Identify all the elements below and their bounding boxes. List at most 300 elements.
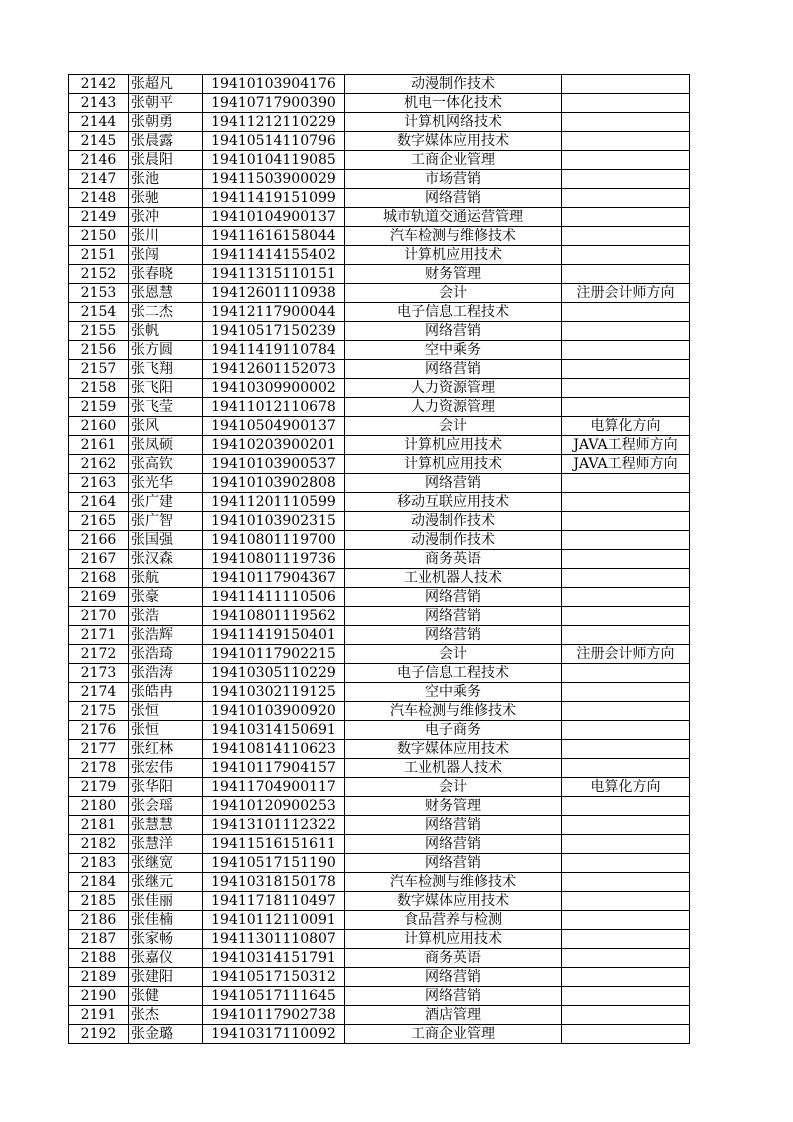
remark-cell (562, 873, 690, 892)
major-cell: 商务英语 (345, 949, 562, 968)
major-cell: 网络营销 (345, 835, 562, 854)
student-name-cell: 张春晓 (129, 265, 203, 284)
remark-cell (562, 797, 690, 816)
student-id-cell: 19410117902738 (203, 1006, 345, 1025)
major-cell: 网络营销 (345, 189, 562, 208)
student-id-cell: 19410117904367 (203, 569, 345, 588)
row-number-cell: 2158 (69, 379, 129, 398)
row-number-cell: 2190 (69, 987, 129, 1006)
row-number-cell: 2183 (69, 854, 129, 873)
student-name-cell: 张航 (129, 569, 203, 588)
table-row (69, 854, 690, 873)
row-number-cell: 2151 (69, 246, 129, 265)
student-id-cell: 19410103904176 (203, 75, 345, 94)
student-id-cell: 19410517111645 (203, 987, 345, 1006)
table-row (69, 170, 690, 189)
remark-cell (562, 113, 690, 132)
remark-cell (562, 626, 690, 645)
student-name-cell: 张凤硕 (129, 436, 203, 455)
table-row (69, 816, 690, 835)
table-row (69, 246, 690, 265)
remark-cell (562, 816, 690, 835)
remark-cell (562, 1006, 690, 1025)
student-id-cell: 19410517150239 (203, 322, 345, 341)
table-row (69, 436, 690, 455)
student-id-cell: 19410112110091 (203, 911, 345, 930)
row-number-cell: 2162 (69, 455, 129, 474)
student-name-cell: 张金璐 (129, 1025, 203, 1044)
table-row (69, 303, 690, 322)
row-number-cell: 2159 (69, 398, 129, 417)
table-row (69, 1025, 690, 1044)
row-number-cell: 2189 (69, 968, 129, 987)
student-id-cell: 19410302119125 (203, 683, 345, 702)
remark-cell (562, 493, 690, 512)
row-number-cell: 2154 (69, 303, 129, 322)
row-number-cell: 2182 (69, 835, 129, 854)
student-id-cell: 19410104900137 (203, 208, 345, 227)
student-name-cell: 张佳丽 (129, 892, 203, 911)
row-number-cell: 2155 (69, 322, 129, 341)
table-row (69, 493, 690, 512)
student-name-cell: 张高钦 (129, 455, 203, 474)
student-name-cell: 张慧洋 (129, 835, 203, 854)
major-cell: 工商企业管理 (345, 1025, 562, 1044)
student-id-cell: 19410517151190 (203, 854, 345, 873)
table-body (69, 75, 690, 1044)
major-cell: 计算机应用技术 (345, 455, 562, 474)
table-row (69, 341, 690, 360)
major-cell: 数字媒体应用技术 (345, 740, 562, 759)
student-name-cell: 张恩慧 (129, 284, 203, 303)
table-row (69, 968, 690, 987)
student-id-cell: 19412601110938 (203, 284, 345, 303)
major-cell: 动漫制作技术 (345, 75, 562, 94)
remark-cell: JAVA工程师方向 (562, 436, 690, 455)
row-number-cell: 2184 (69, 873, 129, 892)
student-id-cell: 19410801119736 (203, 550, 345, 569)
table-row (69, 322, 690, 341)
student-name-cell: 张杰 (129, 1006, 203, 1025)
student-id-cell: 19410318150178 (203, 873, 345, 892)
student-id-cell: 19411503900029 (203, 170, 345, 189)
student-id-cell: 19411315110151 (203, 265, 345, 284)
row-number-cell: 2170 (69, 607, 129, 626)
remark-cell (562, 208, 690, 227)
major-cell: 财务管理 (345, 265, 562, 284)
major-cell: 网络营销 (345, 816, 562, 835)
student-id-cell: 19412601152073 (203, 360, 345, 379)
major-cell: 商务英语 (345, 550, 562, 569)
table-row (69, 797, 690, 816)
row-number-cell: 2147 (69, 170, 129, 189)
remark-cell (562, 664, 690, 683)
major-cell: 网络营销 (345, 626, 562, 645)
remark-cell (562, 398, 690, 417)
major-cell: 空中乘务 (345, 683, 562, 702)
student-id-cell: 19411704900117 (203, 778, 345, 797)
table-row (69, 398, 690, 417)
student-id-cell: 19410203900201 (203, 436, 345, 455)
table-row (69, 1006, 690, 1025)
row-number-cell: 2152 (69, 265, 129, 284)
student-id-cell: 19411616158044 (203, 227, 345, 246)
student-id-cell: 19410117902215 (203, 645, 345, 664)
student-name-cell: 张帆 (129, 322, 203, 341)
major-cell: 网络营销 (345, 854, 562, 873)
remark-cell (562, 246, 690, 265)
remark-cell (562, 835, 690, 854)
table-row (69, 512, 690, 531)
remark-cell (562, 721, 690, 740)
remark-cell (562, 75, 690, 94)
table-row (69, 455, 690, 474)
student-name-cell: 张建阳 (129, 968, 203, 987)
major-cell: 电子信息工程技术 (345, 303, 562, 322)
remark-cell: 电算化方向 (562, 417, 690, 436)
table-row (69, 683, 690, 702)
student-name-cell: 张光华 (129, 474, 203, 493)
table-row (69, 569, 690, 588)
major-cell: 人力资源管理 (345, 398, 562, 417)
table-row (69, 873, 690, 892)
remark-cell (562, 189, 690, 208)
remark-cell (562, 588, 690, 607)
major-cell: 计算机应用技术 (345, 246, 562, 265)
major-cell: 会计 (345, 778, 562, 797)
student-name-cell: 张国强 (129, 531, 203, 550)
student-name-cell: 张飞翔 (129, 360, 203, 379)
table-row (69, 740, 690, 759)
table-row (69, 151, 690, 170)
remark-cell (562, 569, 690, 588)
major-cell: 动漫制作技术 (345, 512, 562, 531)
student-name-cell: 张闯 (129, 246, 203, 265)
row-number-cell: 2185 (69, 892, 129, 911)
major-cell: 机电一体化技术 (345, 94, 562, 113)
major-cell: 会计 (345, 284, 562, 303)
student-name-cell: 张朝平 (129, 94, 203, 113)
row-number-cell: 2179 (69, 778, 129, 797)
remark-cell (562, 360, 690, 379)
row-number-cell: 2153 (69, 284, 129, 303)
student-name-cell: 张会瑶 (129, 797, 203, 816)
student-id-cell: 19411414155402 (203, 246, 345, 265)
row-number-cell: 2161 (69, 436, 129, 455)
row-number-cell: 2166 (69, 531, 129, 550)
student-id-cell: 19411419150401 (203, 626, 345, 645)
row-number-cell: 2163 (69, 474, 129, 493)
table-row (69, 930, 690, 949)
major-cell: 汽车检测与维修技术 (345, 873, 562, 892)
major-cell: 网络营销 (345, 360, 562, 379)
major-cell: 动漫制作技术 (345, 531, 562, 550)
student-id-cell: 19410317110092 (203, 1025, 345, 1044)
remark-cell (562, 892, 690, 911)
table-row (69, 645, 690, 664)
remark-cell (562, 607, 690, 626)
major-cell: 工商企业管理 (345, 151, 562, 170)
student-id-cell: 19411212110229 (203, 113, 345, 132)
row-number-cell: 2143 (69, 94, 129, 113)
major-cell: 电子商务 (345, 721, 562, 740)
row-number-cell: 2181 (69, 816, 129, 835)
remark-cell (562, 303, 690, 322)
student-name-cell: 张飞莹 (129, 398, 203, 417)
student-name-cell: 张浩涛 (129, 664, 203, 683)
remark-cell (562, 550, 690, 569)
student-id-cell: 19411516151611 (203, 835, 345, 854)
table-row (69, 626, 690, 645)
major-cell: 网络营销 (345, 987, 562, 1006)
student-id-cell: 19410314151791 (203, 949, 345, 968)
student-name-cell: 张继宽 (129, 854, 203, 873)
student-list-table (68, 74, 690, 1044)
student-id-cell: 19413101112322 (203, 816, 345, 835)
table-row (69, 987, 690, 1006)
student-id-cell: 19410120900253 (203, 797, 345, 816)
remark-cell (562, 151, 690, 170)
student-id-cell: 19410103902315 (203, 512, 345, 531)
student-name-cell: 张驰 (129, 189, 203, 208)
row-number-cell: 2149 (69, 208, 129, 227)
student-id-cell: 19410103900920 (203, 702, 345, 721)
student-name-cell: 张健 (129, 987, 203, 1006)
row-number-cell: 2165 (69, 512, 129, 531)
student-name-cell: 张广智 (129, 512, 203, 531)
student-name-cell: 张汉森 (129, 550, 203, 569)
row-number-cell: 2168 (69, 569, 129, 588)
student-name-cell: 张红林 (129, 740, 203, 759)
row-number-cell: 2187 (69, 930, 129, 949)
remark-cell (562, 322, 690, 341)
student-id-cell: 19412117900044 (203, 303, 345, 322)
student-name-cell: 张广建 (129, 493, 203, 512)
major-cell: 会计 (345, 417, 562, 436)
table-row (69, 265, 690, 284)
student-name-cell: 张川 (129, 227, 203, 246)
student-id-cell: 19410309900002 (203, 379, 345, 398)
student-id-cell: 19410814110623 (203, 740, 345, 759)
major-cell: 电子信息工程技术 (345, 664, 562, 683)
remark-cell (562, 512, 690, 531)
student-name-cell: 张浩 (129, 607, 203, 626)
student-name-cell: 张飞阳 (129, 379, 203, 398)
student-id-cell: 19410103900537 (203, 455, 345, 474)
student-name-cell: 张宏伟 (129, 759, 203, 778)
remark-cell (562, 702, 690, 721)
major-cell: 计算机应用技术 (345, 930, 562, 949)
student-name-cell: 张晨阳 (129, 151, 203, 170)
remark-cell (562, 227, 690, 246)
table-row (69, 550, 690, 569)
row-number-cell: 2142 (69, 75, 129, 94)
major-cell: 数字媒体应用技术 (345, 132, 562, 151)
student-name-cell: 张二杰 (129, 303, 203, 322)
row-number-cell: 2148 (69, 189, 129, 208)
table-row (69, 189, 690, 208)
student-id-cell: 19411718110497 (203, 892, 345, 911)
major-cell: 工业机器人技术 (345, 569, 562, 588)
student-name-cell: 张佳楠 (129, 911, 203, 930)
remark-cell: 注册会计师方向 (562, 645, 690, 664)
table-row (69, 721, 690, 740)
row-number-cell: 2144 (69, 113, 129, 132)
major-cell: 食品营养与检测 (345, 911, 562, 930)
remark-cell (562, 474, 690, 493)
student-id-cell: 19410504900137 (203, 417, 345, 436)
remark-cell (562, 683, 690, 702)
student-name-cell: 张嘉仪 (129, 949, 203, 968)
table-row (69, 835, 690, 854)
remark-cell (562, 949, 690, 968)
row-number-cell: 2172 (69, 645, 129, 664)
remark-cell (562, 379, 690, 398)
major-cell: 会计 (345, 645, 562, 664)
major-cell: 移动互联应用技术 (345, 493, 562, 512)
student-name-cell: 张继元 (129, 873, 203, 892)
student-id-cell: 19411012110678 (203, 398, 345, 417)
student-name-cell: 张浩琦 (129, 645, 203, 664)
row-number-cell: 2192 (69, 1025, 129, 1044)
major-cell: 空中乘务 (345, 341, 562, 360)
student-name-cell: 张风 (129, 417, 203, 436)
table-row (69, 474, 690, 493)
major-cell: 酒店管理 (345, 1006, 562, 1025)
row-number-cell: 2173 (69, 664, 129, 683)
table-row (69, 360, 690, 379)
student-id-cell: 19411301110807 (203, 930, 345, 949)
row-number-cell: 2146 (69, 151, 129, 170)
student-name-cell: 张慧慧 (129, 816, 203, 835)
student-name-cell: 张家畅 (129, 930, 203, 949)
student-name-cell: 张恒 (129, 702, 203, 721)
remark-cell (562, 911, 690, 930)
student-name-cell: 张浩辉 (129, 626, 203, 645)
table-row (69, 75, 690, 94)
table-row (69, 911, 690, 930)
row-number-cell: 2186 (69, 911, 129, 930)
table-row (69, 892, 690, 911)
major-cell: 网络营销 (345, 607, 562, 626)
remark-cell (562, 759, 690, 778)
student-name-cell: 张恒 (129, 721, 203, 740)
remark-cell (562, 854, 690, 873)
student-id-cell: 19411419151099 (203, 189, 345, 208)
student-id-cell: 19411201110599 (203, 493, 345, 512)
major-cell: 市场营销 (345, 170, 562, 189)
student-id-cell: 19410517150312 (203, 968, 345, 987)
row-number-cell: 2171 (69, 626, 129, 645)
major-cell: 网络营销 (345, 588, 562, 607)
row-number-cell: 2157 (69, 360, 129, 379)
table-row (69, 227, 690, 246)
major-cell: 网络营销 (345, 322, 562, 341)
remark-cell (562, 968, 690, 987)
table-row (69, 417, 690, 436)
remark-cell (562, 341, 690, 360)
remark-cell (562, 94, 690, 113)
remark-cell: JAVA工程师方向 (562, 455, 690, 474)
table-row (69, 759, 690, 778)
remark-cell: 电算化方向 (562, 778, 690, 797)
student-id-cell: 19410117904157 (203, 759, 345, 778)
major-cell: 工业机器人技术 (345, 759, 562, 778)
student-id-cell: 19410314150691 (203, 721, 345, 740)
table-row (69, 588, 690, 607)
student-id-cell: 19411419110784 (203, 341, 345, 360)
table-row (69, 778, 690, 797)
student-id-cell: 19410801119562 (203, 607, 345, 626)
row-number-cell: 2160 (69, 417, 129, 436)
row-number-cell: 2164 (69, 493, 129, 512)
table-row (69, 132, 690, 151)
table-row (69, 664, 690, 683)
remark-cell: 注册会计师方向 (562, 284, 690, 303)
table-row (69, 94, 690, 113)
student-name-cell: 张池 (129, 170, 203, 189)
major-cell: 计算机网络技术 (345, 113, 562, 132)
major-cell: 汽车检测与维修技术 (345, 227, 562, 246)
major-cell: 网络营销 (345, 968, 562, 987)
row-number-cell: 2180 (69, 797, 129, 816)
table-row (69, 379, 690, 398)
row-number-cell: 2177 (69, 740, 129, 759)
row-number-cell: 2176 (69, 721, 129, 740)
student-name-cell: 张皓冉 (129, 683, 203, 702)
remark-cell (562, 531, 690, 550)
major-cell: 网络营销 (345, 474, 562, 493)
table-row (69, 949, 690, 968)
student-id-cell: 19410717900390 (203, 94, 345, 113)
row-number-cell: 2188 (69, 949, 129, 968)
student-id-cell: 19410801119700 (203, 531, 345, 550)
row-number-cell: 2145 (69, 132, 129, 151)
remark-cell (562, 930, 690, 949)
table-row (69, 607, 690, 626)
row-number-cell: 2175 (69, 702, 129, 721)
table-row (69, 113, 690, 132)
table-row (69, 284, 690, 303)
remark-cell (562, 132, 690, 151)
remark-cell (562, 740, 690, 759)
major-cell: 计算机应用技术 (345, 436, 562, 455)
student-name-cell: 张华阳 (129, 778, 203, 797)
major-cell: 人力资源管理 (345, 379, 562, 398)
table-row (69, 702, 690, 721)
student-name-cell: 张方圆 (129, 341, 203, 360)
student-name-cell: 张冲 (129, 208, 203, 227)
student-id-cell: 19410305110229 (203, 664, 345, 683)
row-number-cell: 2156 (69, 341, 129, 360)
row-number-cell: 2178 (69, 759, 129, 778)
remark-cell (562, 1025, 690, 1044)
remark-cell (562, 987, 690, 1006)
student-id-cell: 19410103902808 (203, 474, 345, 493)
row-number-cell: 2191 (69, 1006, 129, 1025)
student-id-cell: 19411411110506 (203, 588, 345, 607)
major-cell: 财务管理 (345, 797, 562, 816)
major-cell: 数字媒体应用技术 (345, 892, 562, 911)
student-name-cell: 张朝勇 (129, 113, 203, 132)
major-cell: 城市轨道交通运营管理 (345, 208, 562, 227)
student-id-cell: 19410514110796 (203, 132, 345, 151)
row-number-cell: 2167 (69, 550, 129, 569)
row-number-cell: 2150 (69, 227, 129, 246)
student-name-cell: 张超凡 (129, 75, 203, 94)
table-row (69, 208, 690, 227)
row-number-cell: 2174 (69, 683, 129, 702)
